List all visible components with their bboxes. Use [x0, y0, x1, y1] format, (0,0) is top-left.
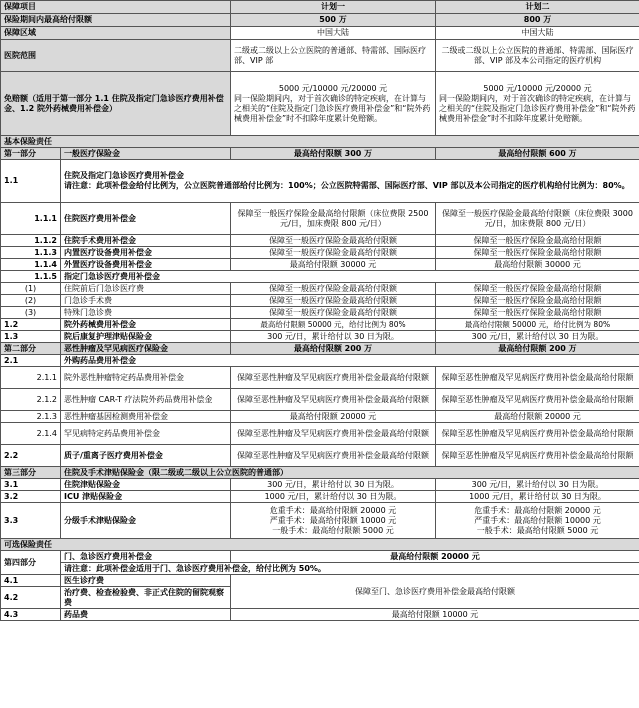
s114-no: 1.1.4 — [1, 259, 61, 271]
region-plan1: 中国大陆 — [231, 27, 436, 40]
s11-note: 请注意：此项补偿金给付比例为，公立医院普通部给付比例为：100%；公立医院特需部、国际医疗部、VIP 部以及本公司指定的医疗机构给付比例为：80%。 — [64, 181, 630, 190]
s13-no: 1.3 — [1, 331, 61, 343]
s31-no: 3.1 — [1, 479, 61, 491]
s111-no: 1.1.1 — [1, 203, 61, 235]
s33-plan1 — [231, 503, 436, 539]
s22-name: 质子/重离子医疗费用补偿金 — [61, 445, 231, 467]
s41-row — [1, 575, 639, 587]
s214-plan2: 保障至恶性肿瘤及罕见病医疗费用补偿金最高给付限额 — [436, 423, 639, 445]
s33-plan2-severe: 严重手术：最高给付限额 10000 元 — [474, 515, 601, 525]
part4-limit: 最高给付限额 20000 元 — [231, 551, 639, 563]
part1-plan1: 最高给付限额 300 万 — [231, 148, 436, 160]
s115c-row — [1, 307, 639, 319]
s115c-plan2: 保障至一般医疗保险金最高给付限额 — [436, 307, 639, 319]
s113-name: 内置医疗设备费用补偿金 — [61, 247, 231, 259]
s41-name: 医生诊疗费 — [61, 575, 231, 587]
part2-no: 第二部分 — [1, 343, 61, 355]
basic-section-row — [1, 136, 639, 148]
s31-plan2: 300 元/日，累计给付以 30 日为限。 — [436, 479, 639, 491]
s43-no: 4.3 — [1, 609, 61, 621]
s115a-no: (1) — [1, 283, 61, 295]
s43-row — [1, 609, 639, 621]
s21-no: 2.1 — [1, 355, 61, 367]
s115b-row — [1, 295, 639, 307]
s13-name: 院后康复护理津贴保险金 — [61, 331, 231, 343]
s33-plan1-general: 一般手术：最高给付限额 5000 元 — [272, 525, 394, 535]
part1-no: 第一部分 — [1, 148, 61, 160]
part2-plan1: 最高给付限额 200 万 — [231, 343, 436, 355]
deductible-row — [1, 72, 639, 136]
deductible-plan2-amount: 5000 元/10000 元/20000 元 — [483, 83, 592, 93]
s43-name: 药品费 — [61, 609, 231, 621]
s115c-no: (3) — [1, 307, 61, 319]
s213-name: 恶性肿瘤基因检测费用补偿金 — [61, 411, 231, 423]
s211-no: 2.1.1 — [1, 367, 61, 389]
s112-row — [1, 235, 639, 247]
s213-no: 2.1.3 — [1, 411, 61, 423]
part3-no: 第三部分 — [1, 467, 61, 479]
region-plan2: 中国大陆 — [436, 27, 639, 40]
s33-plan2 — [436, 503, 639, 539]
s214-plan1: 保障至恶性肿瘤及罕见病医疗费用补偿金最高给付限额 — [231, 423, 436, 445]
region-label: 保障区域 — [1, 27, 231, 40]
s115b-name: 门急诊手术费 — [61, 295, 231, 307]
s211-name: 院外恶性肿瘤特定药品费用补偿金 — [61, 367, 231, 389]
s111-plan2: 保障至一般医疗保险金最高给付限额（床位费限 3000 元/日，加床费限 800 元/日） — [436, 203, 639, 235]
s115-row — [1, 271, 639, 283]
s212-no: 2.1.2 — [1, 389, 61, 411]
s212-row — [1, 389, 639, 411]
s213-plan1: 最高给付限额 20000 元 — [231, 411, 436, 423]
part2-name: 恶性肿瘤及罕见病医疗保险金 — [61, 343, 231, 355]
s214-name: 罕见病特定药品费用补偿金 — [61, 423, 231, 445]
s115a-plan1: 保障至一般医疗保险金最高给付限额 — [231, 283, 436, 295]
part1-name: 一般医疗保险金 — [61, 148, 231, 160]
s42-name: 治疗费、检查检验费、非正式住院的留院观察费 — [61, 587, 231, 609]
part4-no: 第四部分 — [1, 551, 61, 575]
s13-row — [1, 331, 639, 343]
s112-plan2: 保障至一般医疗保险金最高给付限额 — [436, 235, 639, 247]
s12-plan1: 最高给付限额 50000 元，给付比例为 80% — [231, 319, 436, 331]
s214-row — [1, 423, 639, 445]
s12-no: 1.2 — [1, 319, 61, 331]
s114-row — [1, 259, 639, 271]
hospital-row — [1, 40, 639, 72]
deductible-plan1-text: 同一保险期间内，对于首次确诊的特定疾病，在计算与之相关的“住院及指定门急诊医疗费用补偿金”和“院外药械费用补偿金”时不扣除年度累计免赔额。 — [234, 93, 431, 123]
s43-value: 最高给付限额 10000 元 — [231, 609, 639, 621]
hospital-plan2: 二级或二级以上公立医院的普通部、特需部、国际医疗部、VIP 部及本公司指定的医疗机构 — [436, 40, 639, 72]
s32-plan2: 1000 元/日，累计给付以 30 日为限。 — [436, 491, 639, 503]
deductible-plan2 — [436, 72, 639, 136]
part4-name: 门、急诊医疗费用补偿金 — [61, 551, 231, 563]
s115-no: 1.1.5 — [1, 271, 61, 283]
header-item: 保障项目 — [1, 1, 231, 14]
max-limit-plan2: 800 万 — [436, 14, 639, 27]
s22-no: 2.2 — [1, 445, 61, 467]
s111-plan1: 保障至一般医疗保险金最高给付限额（床位费限 2500 元/日，加床费限 800 元/日） — [231, 203, 436, 235]
s115c-plan1: 保障至一般医疗保险金最高给付限额 — [231, 307, 436, 319]
s33-plan2-general: 一般手术：最高给付限额 5000 元 — [476, 525, 599, 535]
hospital-plan1: 二级或二级以上公立医院的普通部、特需部、国际医疗部、VIP 部 — [231, 40, 436, 72]
s115b-plan1: 保障至一般医疗保险金最高给付限额 — [231, 295, 436, 307]
part4-row — [1, 551, 639, 563]
s11-cell — [61, 160, 639, 203]
header-row — [1, 1, 639, 14]
max-limit-label: 保险期间内最高给付限额 — [1, 14, 231, 27]
s114-name: 外置医疗设备费用补偿金 — [61, 259, 231, 271]
s212-plan1: 保障至恶性肿瘤及罕见病医疗费用补偿金最高给付限额 — [231, 389, 436, 411]
s42-value: 保障至门、急诊医疗费用补偿金最高给付限额 — [231, 575, 639, 609]
s32-name: ICU 津贴保险金 — [61, 491, 231, 503]
part3-name: 住院及手术津贴保险金（限二级或二级以上公立医院的普通部） — [61, 467, 639, 479]
max-limit-row — [1, 14, 639, 27]
s212-plan2: 保障至恶性肿瘤及罕见病医疗费用补偿金最高给付限额 — [436, 389, 639, 411]
s22-row — [1, 445, 639, 467]
s42-no: 4.2 — [1, 587, 61, 609]
s12-row — [1, 319, 639, 331]
part1-row — [1, 148, 639, 160]
s32-plan1: 1000 元/日，累计给付以 30 日为限。 — [231, 491, 436, 503]
s112-no: 1.1.2 — [1, 235, 61, 247]
s33-plan1-critical: 危重手术：最高给付限额 20000 元 — [269, 505, 397, 515]
deductible-plan1 — [231, 72, 436, 136]
s33-plan1-severe: 严重手术：最高给付限额 10000 元 — [269, 515, 397, 525]
s113-row — [1, 247, 639, 259]
s211-plan1: 保障至恶性肿瘤及罕见病医疗费用补偿金最高给付限额 — [231, 367, 436, 389]
optional-section-title: 可选保险责任 — [1, 539, 639, 551]
s13-plan2: 300 元/日，累计给付以 30 日为限。 — [436, 331, 639, 343]
s113-plan1: 保障至一般医疗保险金最高给付限额 — [231, 247, 436, 259]
s213-plan2: 最高给付限额 20000 元 — [436, 411, 639, 423]
deductible-plan1-amount: 5000 元/10000 元/20000 元 — [278, 83, 388, 93]
s111-row — [1, 203, 639, 235]
s212-name: 恶性肿瘤 CAR-T 疗法院外药品费用补偿金 — [61, 389, 231, 411]
s12-name: 院外药械费用补偿金 — [61, 319, 231, 331]
max-limit-plan1: 500 万 — [231, 14, 436, 27]
s32-no: 3.2 — [1, 491, 61, 503]
s11-name: 住院及指定门急诊医疗费用补偿金 — [64, 171, 184, 180]
basic-section-title: 基本保险责任 — [1, 136, 639, 148]
s41-no: 4.1 — [1, 575, 61, 587]
s214-no: 2.1.4 — [1, 423, 61, 445]
s111-name: 住院医疗费用补偿金 — [61, 203, 231, 235]
s114-plan1: 最高给付限额 30000 元 — [231, 259, 436, 271]
s12-plan2: 最高给付限额 50000 元，给付比例为 80% — [436, 319, 639, 331]
s31-row — [1, 479, 639, 491]
s31-plan1: 300 元/日，累计给付以 30 日为限。 — [231, 479, 436, 491]
s33-no: 3.3 — [1, 503, 61, 539]
s115b-plan2: 保障至一般医疗保险金最高给付限额 — [436, 295, 639, 307]
s22-plan2: 保障至恶性肿瘤及罕见病医疗费用补偿金最高给付限额 — [436, 445, 639, 467]
s115-name: 指定门急诊医疗费用补偿金 — [61, 271, 639, 283]
region-row — [1, 27, 639, 40]
s211-plan2: 保障至恶性肿瘤及罕见病医疗费用补偿金最高给付限额 — [436, 367, 639, 389]
deductible-label: 免赔额（适用于第一部分 1.1 住院及指定门急诊医疗费用补偿金、1.2 院外药械费用补偿金） — [1, 72, 231, 136]
s33-plan2-critical: 危重手术：最高给付限额 20000 元 — [474, 505, 601, 515]
part3-row — [1, 467, 639, 479]
s115a-name: 住院前后门急诊医疗费 — [61, 283, 231, 295]
s213-row — [1, 411, 639, 423]
part2-plan2: 最高给付限额 200 万 — [436, 343, 639, 355]
s32-row — [1, 491, 639, 503]
s22-plan1: 保障至恶性肿瘤及罕见病医疗费用补偿金最高给付限额 — [231, 445, 436, 467]
s112-name: 住院手术费用补偿金 — [61, 235, 231, 247]
header-plan1: 计划一 — [231, 1, 436, 14]
s21-name: 外购药品费用补偿金 — [61, 355, 639, 367]
part4-note-row — [1, 563, 639, 575]
s211-row — [1, 367, 639, 389]
s115a-row — [1, 283, 639, 295]
s115c-name: 特殊门急诊费 — [61, 307, 231, 319]
header-plan2: 计划二 — [436, 1, 639, 14]
s21-row — [1, 355, 639, 367]
s113-no: 1.1.3 — [1, 247, 61, 259]
deductible-plan2-text: 同一保险期间内，对于首次确诊的特定疾病，在计算与之相关的“住院及指定门急诊医疗费用补偿金”和“院外药械费用补偿金”时不扣除年度累计免赔额。 — [439, 93, 636, 123]
part4-note: 请注意：此项补偿金适用于门、急诊医疗费用补偿金，给付比例为 50%。 — [61, 563, 639, 575]
s115a-plan2: 保障至一般医疗保险金最高给付限额 — [436, 283, 639, 295]
s115b-no: (2) — [1, 295, 61, 307]
part1-plan2: 最高给付限额 600 万 — [436, 148, 639, 160]
s31-name: 住院津贴保险金 — [61, 479, 231, 491]
part2-row — [1, 343, 639, 355]
optional-section-row — [1, 539, 639, 551]
s113-plan2: 保障至一般医疗保险金最高给付限额 — [436, 247, 639, 259]
s11-row — [1, 160, 639, 203]
s33-name: 分级手术津贴保险金 — [61, 503, 231, 539]
s11-no: 1.1 — [1, 160, 61, 203]
s112-plan1: 保障至一般医疗保险金最高给付限额 — [231, 235, 436, 247]
hospital-label: 医院范围 — [1, 40, 231, 72]
s114-plan2: 最高给付限额 30000 元 — [436, 259, 639, 271]
s33-row — [1, 503, 639, 539]
s13-plan1: 300 元/日，累计给付以 30 日为限。 — [231, 331, 436, 343]
